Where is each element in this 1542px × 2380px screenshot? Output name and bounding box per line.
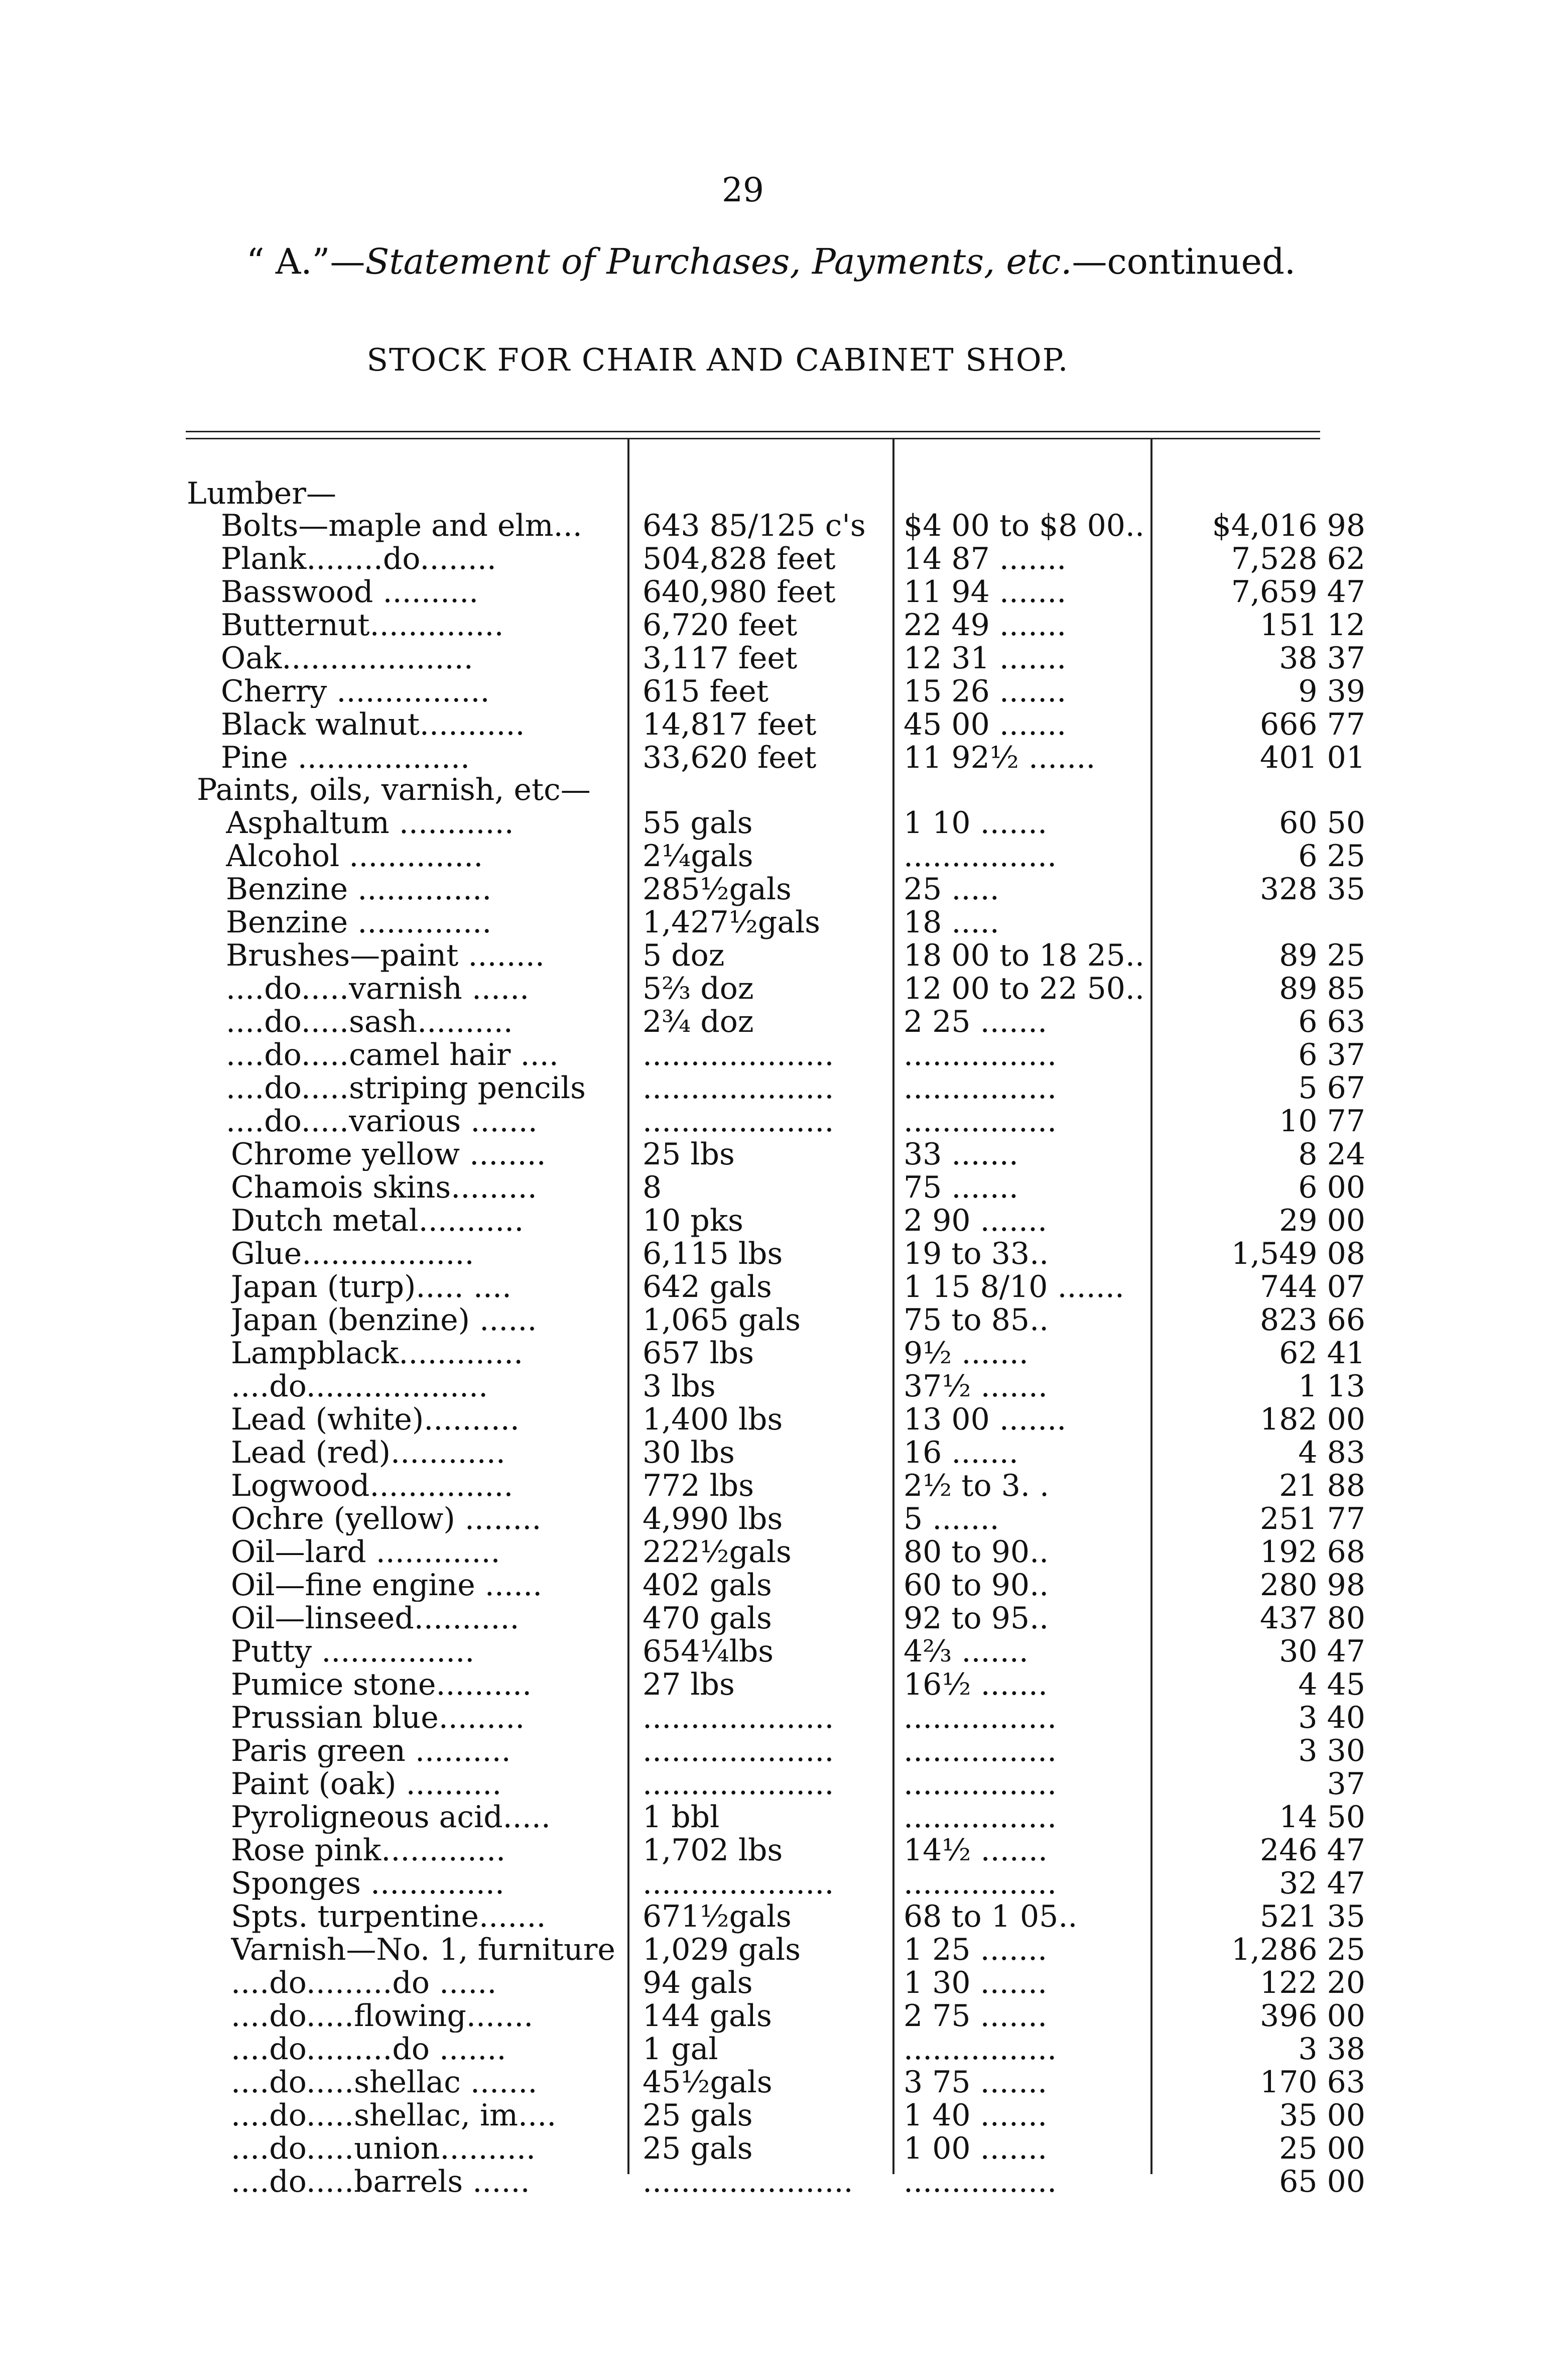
item-total: $4,016 98 <box>1212 508 1365 543</box>
heading-suffix: —continued. <box>1072 241 1296 282</box>
table-row <box>0 2132 1542 2165</box>
item-label: Prussian blue......... <box>231 1701 525 1734</box>
item-total: 14 50 <box>1279 1800 1365 1835</box>
table-row <box>0 1834 1542 1867</box>
item-total: 3 30 <box>1298 1733 1365 1768</box>
table-row <box>0 575 1542 609</box>
item-price: ................ <box>904 1866 1057 1901</box>
table-row <box>0 675 1542 708</box>
item-price: 45 00 ....... <box>904 707 1067 742</box>
item-quantity: 33,620 feet <box>642 740 817 775</box>
item-price: 15 26 ....... <box>904 674 1067 709</box>
item-total: 7,659 47 <box>1231 574 1365 610</box>
item-price: 1 40 ....... <box>904 2098 1048 2133</box>
item-label: ....do.....shellac ....... <box>231 2066 538 2099</box>
item-price: 14 87 ....... <box>904 541 1067 576</box>
item-label: Black walnut........... <box>221 708 525 741</box>
item-label: ....do.........do ...... <box>231 1966 497 1999</box>
item-price: 12 31 ....... <box>904 641 1067 676</box>
item-label: Pine .................. <box>221 741 470 774</box>
item-total: 6 63 <box>1298 1004 1365 1039</box>
item-quantity: 3,117 feet <box>642 641 798 676</box>
item-total: 10 77 <box>1279 1104 1365 1139</box>
item-total: 30 47 <box>1279 1634 1365 1669</box>
item-total: 6 25 <box>1298 839 1365 874</box>
item-label: Butternut.............. <box>221 609 504 642</box>
item-price: ................ <box>904 1800 1057 1835</box>
item-total: 89 25 <box>1279 938 1365 973</box>
item-label: Benzine .............. <box>226 873 492 906</box>
category-paints: Paints, oils, varnish, etc— <box>197 772 591 807</box>
item-total: 3 40 <box>1298 1700 1365 1735</box>
table-row <box>0 1933 1542 1966</box>
item-label: Putty ................ <box>231 1635 475 1668</box>
table-row <box>0 1535 1542 1569</box>
item-label: ....do.....varnish ...... <box>226 972 530 1005</box>
item-total: 280 98 <box>1260 1568 1365 1603</box>
item-price: 25 ..... <box>904 872 999 907</box>
table-row <box>0 642 1542 675</box>
table-row <box>0 1867 1542 1900</box>
section-title: STOCK FOR CHAIR AND CABINET SHOP. <box>366 341 1069 378</box>
table-row <box>0 1569 1542 1602</box>
table-row <box>0 1635 1542 1668</box>
item-total: 25 00 <box>1279 2131 1365 2166</box>
table-row <box>0 1237 1542 1270</box>
item-quantity: 1,400 lbs <box>642 1402 783 1437</box>
item-total: 328 35 <box>1260 872 1365 907</box>
item-total: 29 00 <box>1279 1203 1365 1238</box>
item-total: 37 <box>1327 1766 1365 1802</box>
item-price: ................ <box>904 1104 1057 1139</box>
item-label: Bolts—maple and elm... <box>221 509 582 542</box>
item-total: 21 88 <box>1279 1468 1365 1503</box>
item-price: 11 92½ ....... <box>904 740 1096 775</box>
item-price: ................ <box>904 1700 1057 1735</box>
item-price: 33 ....... <box>904 1137 1018 1172</box>
item-total: 1,549 08 <box>1231 1236 1365 1271</box>
item-quantity: 1,702 lbs <box>642 1833 783 1868</box>
item-label: Lead (white).......... <box>231 1403 520 1436</box>
item-quantity: 25 gals <box>642 2131 753 2166</box>
item-quantity: 1,427½gals <box>642 905 821 940</box>
item-total: 89 85 <box>1279 971 1365 1006</box>
item-quantity: 1,029 gals <box>642 1932 801 1967</box>
item-quantity: 27 lbs <box>642 1667 735 1702</box>
item-label: ....do.....camel hair .... <box>226 1038 559 1072</box>
item-price: 92 to 95.. <box>904 1601 1049 1636</box>
item-quantity: 504,828 feet <box>642 541 836 576</box>
item-quantity: ...................... <box>642 2164 853 2199</box>
item-total: 65 00 <box>1279 2164 1365 2199</box>
table-row <box>0 1767 1542 1801</box>
item-quantity: 5 doz <box>642 938 725 973</box>
item-quantity: 2¾ doz <box>642 1004 754 1039</box>
item-label: Basswood .......... <box>221 575 479 609</box>
item-total: 8 24 <box>1298 1137 1365 1172</box>
item-price: ................ <box>904 1070 1057 1106</box>
item-price: 1 30 ....... <box>904 1965 1048 2000</box>
item-label: Lampblack............. <box>231 1337 524 1370</box>
item-quantity: 654¼lbs <box>642 1634 774 1669</box>
page-number: 29 <box>722 171 764 209</box>
item-quantity: 5⅔ doz <box>642 971 754 1006</box>
item-price: 19 to 33.. <box>904 1236 1049 1271</box>
item-price: ................ <box>904 2032 1057 2067</box>
item-quantity: .................... <box>642 1866 834 1901</box>
item-quantity: 6,115 lbs <box>642 1236 783 1271</box>
page-heading <box>0 241 1542 282</box>
item-quantity: 4,990 lbs <box>642 1501 783 1536</box>
item-price: 12 00 to 22 50.. <box>904 971 1145 1006</box>
item-quantity: 6,720 feet <box>642 608 798 643</box>
item-price: 5 ....... <box>904 1501 999 1536</box>
item-total: 246 47 <box>1260 1833 1365 1868</box>
item-total: 251 77 <box>1260 1501 1365 1536</box>
table-row <box>0 1105 1542 1138</box>
table-row <box>0 1171 1542 1204</box>
item-label: Japan (benzine) ...... <box>231 1303 537 1337</box>
item-label: Glue.................. <box>231 1237 474 1270</box>
table-row <box>0 1303 1542 1337</box>
item-label: Rose pink............. <box>231 1834 506 1867</box>
table-row <box>0 1005 1542 1038</box>
item-price: 1 10 ....... <box>904 805 1048 841</box>
item-quantity: 222½gals <box>642 1534 792 1570</box>
item-quantity: 30 lbs <box>642 1435 735 1470</box>
table-row <box>0 741 1542 774</box>
table-row <box>0 1370 1542 1403</box>
item-quantity: 772 lbs <box>642 1468 754 1503</box>
item-total: 1 13 <box>1298 1369 1365 1404</box>
item-label: Japan (turp)..... .... <box>231 1270 512 1303</box>
item-price: ................ <box>904 839 1057 874</box>
item-total: 7,528 62 <box>1231 541 1365 576</box>
item-quantity: .................... <box>642 1037 834 1073</box>
item-label: Plank........do........ <box>221 542 496 575</box>
item-price: 2 90 ....... <box>904 1203 1048 1238</box>
item-label: Varnish—No. 1, furniture <box>231 1933 615 1966</box>
item-total: 38 37 <box>1279 641 1365 676</box>
item-price: 68 to 1 05.. <box>904 1899 1078 1934</box>
item-label: Cherry ................ <box>221 675 490 708</box>
item-label: Oil—lard ............. <box>231 1535 500 1569</box>
item-label: Ochre (yellow) ........ <box>231 1502 542 1535</box>
item-total: 192 68 <box>1260 1534 1365 1570</box>
item-total: 823 66 <box>1260 1302 1365 1338</box>
table-row <box>0 1999 1542 2033</box>
item-total: 182 00 <box>1260 1402 1365 1437</box>
table-row <box>0 873 1542 906</box>
item-label: ....do.....flowing....... <box>231 1999 534 2033</box>
table-row <box>0 1138 1542 1171</box>
table-row <box>0 840 1542 873</box>
item-total: 5 67 <box>1298 1070 1365 1106</box>
item-label: Chamois skins......... <box>231 1171 537 1204</box>
item-label: Logwood............... <box>231 1469 513 1502</box>
heading-italic: Statement of Purchases, Payments, etc. <box>365 241 1072 282</box>
item-price: 37½ ....... <box>904 1369 1048 1404</box>
item-quantity: .................... <box>642 1104 834 1139</box>
top-rule-2 <box>186 438 1320 439</box>
item-quantity: 2¼gals <box>642 839 753 874</box>
item-quantity: 1 bbl <box>642 1800 720 1835</box>
item-quantity: 285½gals <box>642 872 792 907</box>
item-price: 9½ ....... <box>904 1336 1029 1371</box>
item-label: Brushes—paint ........ <box>226 939 545 972</box>
table-row <box>0 2165 1542 2198</box>
item-quantity: .................... <box>642 1700 834 1735</box>
table-row <box>0 1701 1542 1734</box>
table-row <box>0 972 1542 1005</box>
item-price: 2 25 ....... <box>904 1004 1048 1039</box>
item-quantity: 144 gals <box>642 1998 772 2034</box>
category-lumber: Lumber— <box>187 476 336 511</box>
item-quantity: 1 gal <box>642 2032 718 2067</box>
item-price: 22 49 ....... <box>904 608 1067 643</box>
item-total: 401 01 <box>1260 740 1365 775</box>
item-quantity: .................... <box>642 1733 834 1768</box>
table-row <box>0 2066 1542 2099</box>
item-total: 4 83 <box>1298 1435 1365 1470</box>
item-label: ....do.....union.......... <box>231 2132 536 2165</box>
item-quantity: .................... <box>642 1766 834 1802</box>
item-quantity: 14,817 feet <box>642 707 817 742</box>
item-price: ................ <box>904 1037 1057 1073</box>
item-quantity: 642 gals <box>642 1269 772 1304</box>
item-quantity: 25 gals <box>642 2098 753 2133</box>
item-quantity: 10 pks <box>642 1203 743 1238</box>
item-quantity: 470 gals <box>642 1601 772 1636</box>
table-row <box>0 906 1542 939</box>
item-price: 75 ....... <box>904 1170 1018 1205</box>
table-row <box>0 1502 1542 1535</box>
table-row <box>0 609 1542 642</box>
table-row <box>0 1668 1542 1701</box>
item-label: Benzine .............. <box>226 906 492 939</box>
item-label: Dutch metal........... <box>231 1204 524 1237</box>
table-row <box>0 1469 1542 1502</box>
table-row <box>0 1436 1542 1469</box>
item-total: 4 45 <box>1298 1667 1365 1702</box>
item-label: Pumice stone.......... <box>231 1668 532 1701</box>
item-price: 80 to 90.. <box>904 1534 1049 1570</box>
table-row <box>0 1337 1542 1370</box>
item-price: 1 15 8/10 ....... <box>904 1269 1124 1304</box>
item-label: Pyroligneous acid..... <box>231 1801 551 1834</box>
table-row <box>0 1966 1542 1999</box>
item-price: ................ <box>904 1733 1057 1768</box>
item-total: 437 80 <box>1260 1601 1365 1636</box>
table-row <box>0 1602 1542 1635</box>
item-total: 6 37 <box>1298 1037 1365 1073</box>
item-total: 122 20 <box>1260 1965 1365 2000</box>
table-row <box>0 1403 1542 1436</box>
item-label: Alcohol .............. <box>226 840 483 873</box>
item-label: ....do.....various ....... <box>226 1105 538 1138</box>
table-row <box>0 1204 1542 1237</box>
item-label: ....do.....striping pencils <box>226 1072 586 1105</box>
item-total: 396 00 <box>1260 1998 1365 2034</box>
table-row <box>0 509 1542 542</box>
item-total: 9 39 <box>1298 674 1365 709</box>
item-label: ....do.....sash.......... <box>226 1005 513 1038</box>
table-row <box>0 542 1542 575</box>
item-label: Oak.................... <box>221 642 473 675</box>
item-price: ................ <box>904 2164 1057 2199</box>
item-quantity: 671½gals <box>642 1899 792 1934</box>
item-quantity: 657 lbs <box>642 1336 754 1371</box>
item-price: 16 ....... <box>904 1435 1018 1470</box>
item-quantity: .................... <box>642 1070 834 1106</box>
item-label: ....do................... <box>231 1370 488 1403</box>
item-quantity: 45½gals <box>642 2065 773 2100</box>
item-label: Lead (red)............ <box>231 1436 505 1469</box>
item-label: Paint (oak) .......... <box>231 1767 502 1801</box>
table-row <box>0 1801 1542 1834</box>
table-row <box>0 806 1542 840</box>
item-total: 3 38 <box>1298 2032 1365 2067</box>
item-total: 60 50 <box>1279 805 1365 841</box>
item-quantity: 55 gals <box>642 805 753 841</box>
item-total: 1,286 25 <box>1231 1932 1365 1967</box>
item-quantity: 25 lbs <box>642 1137 735 1172</box>
item-price: 18 00 to 18 25.. <box>904 938 1145 973</box>
item-price: 75 to 85.. <box>904 1302 1049 1338</box>
item-quantity: 615 feet <box>642 674 768 709</box>
table-row <box>0 1734 1542 1767</box>
item-price: 2 75 ....... <box>904 1998 1048 2034</box>
item-total: 6 00 <box>1298 1170 1365 1205</box>
item-label: ....do.....shellac, im.... <box>231 2099 557 2132</box>
item-total: 62 41 <box>1279 1336 1365 1371</box>
item-quantity: 402 gals <box>642 1568 772 1603</box>
heading-prefix: “ A.”— <box>246 241 365 282</box>
item-label: Spts. turpentine....... <box>231 1900 546 1933</box>
item-label: Paris green .......... <box>231 1734 511 1767</box>
item-total: 666 77 <box>1260 707 1365 742</box>
table-row <box>0 2033 1542 2066</box>
table-row <box>0 939 1542 972</box>
item-label: Asphaltum ............ <box>226 806 514 840</box>
item-price: 2½ to 3. . <box>904 1468 1050 1503</box>
item-total: 32 47 <box>1279 1866 1365 1901</box>
item-price: 18 ..... <box>904 905 999 940</box>
item-quantity: 643 85/125 c's <box>642 508 866 543</box>
item-label: Sponges .............. <box>231 1867 505 1900</box>
item-total: 151 12 <box>1260 608 1365 643</box>
item-price: 60 to 90.. <box>904 1568 1049 1603</box>
table-row <box>0 708 1542 741</box>
item-label: Oil—linseed........... <box>231 1602 520 1635</box>
table-row <box>0 1270 1542 1303</box>
table-row <box>0 2099 1542 2132</box>
item-price: 13 00 ....... <box>904 1402 1067 1437</box>
item-price: 16½ ....... <box>904 1667 1048 1702</box>
item-quantity: 1,065 gals <box>642 1302 801 1338</box>
item-price: 1 00 ....... <box>904 2131 1048 2166</box>
item-total: 35 00 <box>1279 2098 1365 2133</box>
item-label: Oil—fine engine ...... <box>231 1569 543 1602</box>
item-price: 14½ ....... <box>904 1833 1048 1868</box>
item-total: 521 35 <box>1260 1899 1365 1934</box>
item-price: $4 00 to $8 00.. <box>904 508 1145 543</box>
top-rule-1 <box>186 431 1320 432</box>
item-price: 3 75 ....... <box>904 2065 1048 2100</box>
item-label: ....do.....barrels ...... <box>231 2165 530 2198</box>
item-label: ....do.........do ....... <box>231 2033 506 2066</box>
item-price: ................ <box>904 1766 1057 1802</box>
item-quantity: 640,980 feet <box>642 574 836 610</box>
table-row <box>0 1900 1542 1933</box>
item-total: 170 63 <box>1260 2065 1365 2100</box>
item-quantity: 94 gals <box>642 1965 753 2000</box>
item-price: 4⅔ ....... <box>904 1634 1029 1669</box>
item-label: Chrome yellow ........ <box>231 1138 546 1171</box>
table-row <box>0 1038 1542 1072</box>
item-price: 11 94 ....... <box>904 574 1067 610</box>
item-total: 744 07 <box>1260 1269 1365 1304</box>
table-row <box>0 1072 1542 1105</box>
item-price: 1 25 ....... <box>904 1932 1048 1967</box>
item-quantity: 3 lbs <box>642 1369 716 1404</box>
item-quantity: 8 <box>642 1170 662 1205</box>
